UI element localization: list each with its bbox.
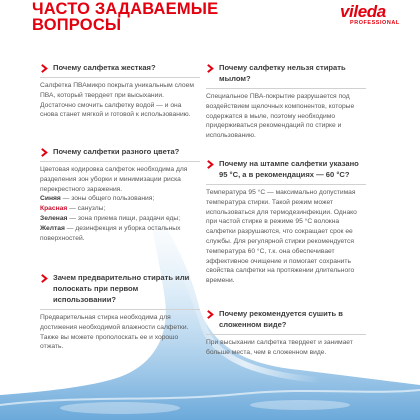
color-name: Красная xyxy=(40,205,68,213)
faq-question xyxy=(206,158,366,185)
faq-question xyxy=(206,308,366,335)
chevron-right-icon xyxy=(206,64,215,73)
faq-question xyxy=(40,272,200,310)
faq-question xyxy=(206,62,366,89)
chevron-right-icon xyxy=(40,64,49,73)
color-code-green xyxy=(40,214,200,224)
chevron-right-icon xyxy=(206,160,215,169)
chevron-right-icon xyxy=(40,274,49,283)
faq-question xyxy=(40,62,200,78)
faq-question xyxy=(40,146,200,162)
page-title-line2: ВОПРОСЫ xyxy=(32,16,122,34)
brand-wordmark: vileda xyxy=(340,2,386,21)
color-name: Зеленая xyxy=(40,214,68,222)
page-title-line1: ЧАСТО ЗАДАВАЕМЫЕ xyxy=(32,0,219,18)
brand-subtitle: PROFESSIONAL xyxy=(350,20,400,26)
faq-answer: При высыхании салфетка твердеет и занимает больше места, чем в сложенном виде. xyxy=(206,339,353,356)
color-code-yellow xyxy=(40,224,200,244)
color-code-blue xyxy=(40,194,200,204)
color-name: Желтая xyxy=(40,224,65,232)
vileda-logo xyxy=(340,2,420,34)
color-name: Синяя xyxy=(40,195,61,203)
faq-item-prewash xyxy=(40,272,200,352)
faq-question-text: Почему на штампе салфетки указано 95 °С, а в рекомендациях — 60 °С? xyxy=(219,159,359,179)
faq-question-text: Почему салфетки разного цвета? xyxy=(53,147,180,156)
faq-item-soap xyxy=(206,62,366,141)
faq-answer: Предварительная стирка необходима для достижения необходимой влажности салфетки. Также вы можете прополоскать ее и хорошо отжать. xyxy=(40,314,189,351)
chevron-right-icon xyxy=(40,148,49,157)
color-coding-intro: Цветовая кодировка салфеток необходима для разделения зон уборки и минимизации риска перекрестного заражения. xyxy=(40,166,188,193)
faq-question-text: Зачем предварительно стирать или полоскать при первом использовании? xyxy=(53,273,190,304)
faq-answer: Температура 95 °С — максимально допустимая температура стирки. Такой режим может использоваться для термодезинфекции. Однако при частой стирке в режиме 95 °С волокна салфетки разрушаются, что сокращает срок ее службы. Для регулярной стирки рекомендуется температура 60 °С, т.к. она обеспечивает эффективное очищение и помогает сохранить свойства салфетки на протяжении длительного времени. xyxy=(206,189,357,285)
faq-answer: Салфетка ПВАмикро покрыта уникальным слоем ПВА, который твердеет при высыхании. Достаточно смочить салфетку водой — и она снова станет мягкой и готовой к использованию. xyxy=(40,82,194,119)
faq-item-stiff xyxy=(40,62,200,120)
faq-answer: Специальное ПВА-покрытие разрушается под воздействием щелочных компонентов, которые содержатся в мыле, поэтому необходимо придерживаться рекомендаций по стирке и использованию. xyxy=(206,93,355,140)
faq-question-text: Почему салфетку нельзя стирать мылом? xyxy=(219,63,346,83)
faq-answer xyxy=(40,165,200,243)
faq-question-text: Почему рекомендуется сушить в сложенном виде? xyxy=(219,309,343,329)
faq-item-temperature xyxy=(206,158,366,286)
color-code-red xyxy=(40,204,200,214)
faq-item-colors xyxy=(40,146,200,243)
chevron-right-icon xyxy=(206,310,215,319)
color-desc: — зоны общего пользования; xyxy=(60,195,155,203)
faq-item-folded xyxy=(206,308,366,358)
color-desc: — санузлы; xyxy=(67,205,106,213)
page-title xyxy=(32,1,218,33)
color-desc: — дезинфекция и уборка остальных поверхностей. xyxy=(40,224,181,242)
color-desc: — зона приема пищи, раздачи еды; xyxy=(67,214,181,222)
faq-question-text: Почему салфетка жесткая? xyxy=(53,63,156,72)
